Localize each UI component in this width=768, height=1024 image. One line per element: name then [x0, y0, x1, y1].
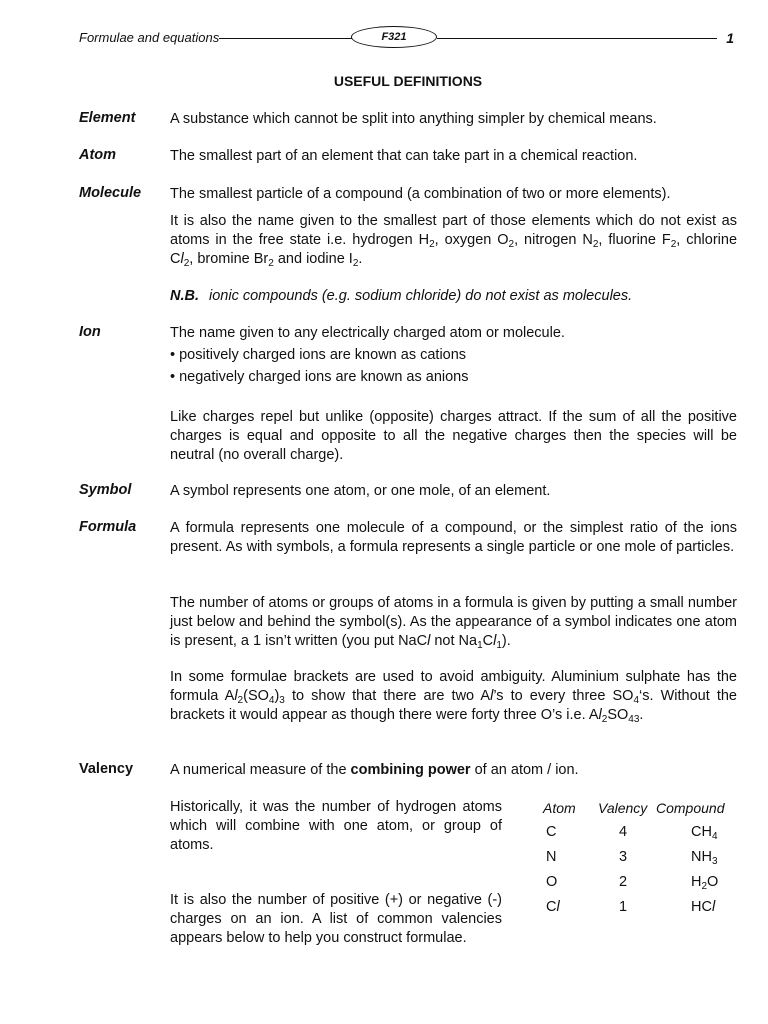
valency-history-paragraph: Historically, it was the number of hydrogen atoms which will combine with one atom, or group of atoms.	[170, 799, 502, 853]
nb-note	[170, 287, 737, 306]
table-cell-compound: $NH_3$	[691, 849, 718, 867]
table-cell-valency: 3	[619, 849, 628, 865]
page-number: 1	[726, 30, 734, 46]
header-rule-right	[437, 38, 717, 39]
course-code-badge	[351, 26, 437, 48]
table-cell-compound: $CH_4$	[691, 824, 718, 842]
table-header-valency: Valency	[598, 800, 648, 816]
valency-tail: of an atom / ion.	[474, 762, 579, 778]
table-cell-valency: 1	[619, 899, 628, 915]
term-element: Element	[79, 110, 136, 126]
term-atom: Atom	[79, 147, 117, 163]
nb-text: ionic compounds (e.g. sodium chloride) do not exist as molecules.	[209, 288, 633, 304]
ion-bullet-anions: • negatively charged ions are known as anions	[170, 369, 469, 385]
valency-charges-paragraph: It is also the number of positive (+) or negative (-) charges on an ion. A list of common valencies appears below to help you construct formulae.	[170, 892, 502, 946]
table-cell-valency: 2	[619, 874, 628, 890]
ion-charges-paragraph: Like charges repel but unlike (opposite) charges attract. If the sum of all the positive charges is equal and opposite to all the negative charges then the species will be neutral (no overall charge).	[170, 409, 737, 463]
formula-brackets-paragraph: In some formulae brackets are used to avoid ambiguity. Aluminium sulphate has the formula $Al_2(SO_4)_3$ to show that there are two Al’s to every three $SO_4‘s$. Without the brackets it would appear as though there were forty three O’s i.e. $Al_2SO_{43}$.	[170, 669, 737, 725]
molecule-elements-paragraph: It is also the name given to the smallest part of those elements which do not exist as atoms in the free state i.e. hydrogen $H_2$, oxygen $O_2$, nitrogen $N_2$, fluorine $F_2$, chlorine $Cl_2$, bromine $Br_2$ and iodine $I_2$.	[170, 213, 738, 269]
section-title: Formulae and equations	[79, 30, 220, 45]
table-cell-compound: HCl	[691, 899, 716, 915]
table-cell-atom: Cl	[546, 899, 560, 915]
nb-label: N.B.	[170, 288, 199, 304]
table-cell-atom: N	[546, 849, 557, 865]
term-symbol: Symbol	[79, 482, 132, 498]
header-rule-left	[219, 38, 352, 39]
definition-formula: A formula represents one molecule of a compound, or the simplest ratio of the ions present. As with symbols, a formula represents a single particle or one mole of particles.	[170, 520, 737, 555]
definition-valency	[170, 761, 737, 780]
definition-symbol: A symbol represents one atom, or one mole, of an element.	[170, 483, 551, 499]
definition-element: A substance which cannot be split into anything simpler by chemical means.	[170, 111, 657, 127]
table-cell-valency: 4	[619, 824, 628, 840]
term-ion: Ion	[79, 324, 101, 340]
table-cell-compound: $H_2O$	[691, 874, 719, 892]
formula-number-paragraph: The number of atoms or groups of atoms in a formula is given by putting a small number just below and behind the symbol(s). As the appearance of a symbol indicates one atom is present, a 1 isn’t written (you put NaCl not $Na_1Cl_1$).	[170, 595, 737, 651]
term-valency: Valency	[79, 761, 134, 777]
term-formula: Formula	[79, 519, 137, 535]
definition-atom: The smallest part of an element that can take part in a chemical reaction.	[170, 148, 638, 164]
ion-bullet-cations: • positively charged ions are known as cations	[170, 347, 467, 363]
definition-molecule: The smallest particle of a compound (a combination of two or more elements).	[170, 186, 671, 202]
term-molecule: Molecule	[79, 185, 142, 201]
course-code: F321	[381, 31, 407, 43]
valency-bold: combining power	[350, 762, 471, 778]
table-cell-atom: C	[546, 824, 557, 840]
definition-ion: The name given to any electrically charged atom or molecule.	[170, 325, 565, 341]
table-header-compound: Compound	[656, 800, 725, 816]
valency-lead: A numerical measure of the	[170, 762, 347, 778]
page-title: USEFUL DEFINITIONS	[333, 73, 483, 89]
table-cell-atom: O	[546, 874, 558, 890]
table-header-atom: Atom	[543, 800, 576, 816]
